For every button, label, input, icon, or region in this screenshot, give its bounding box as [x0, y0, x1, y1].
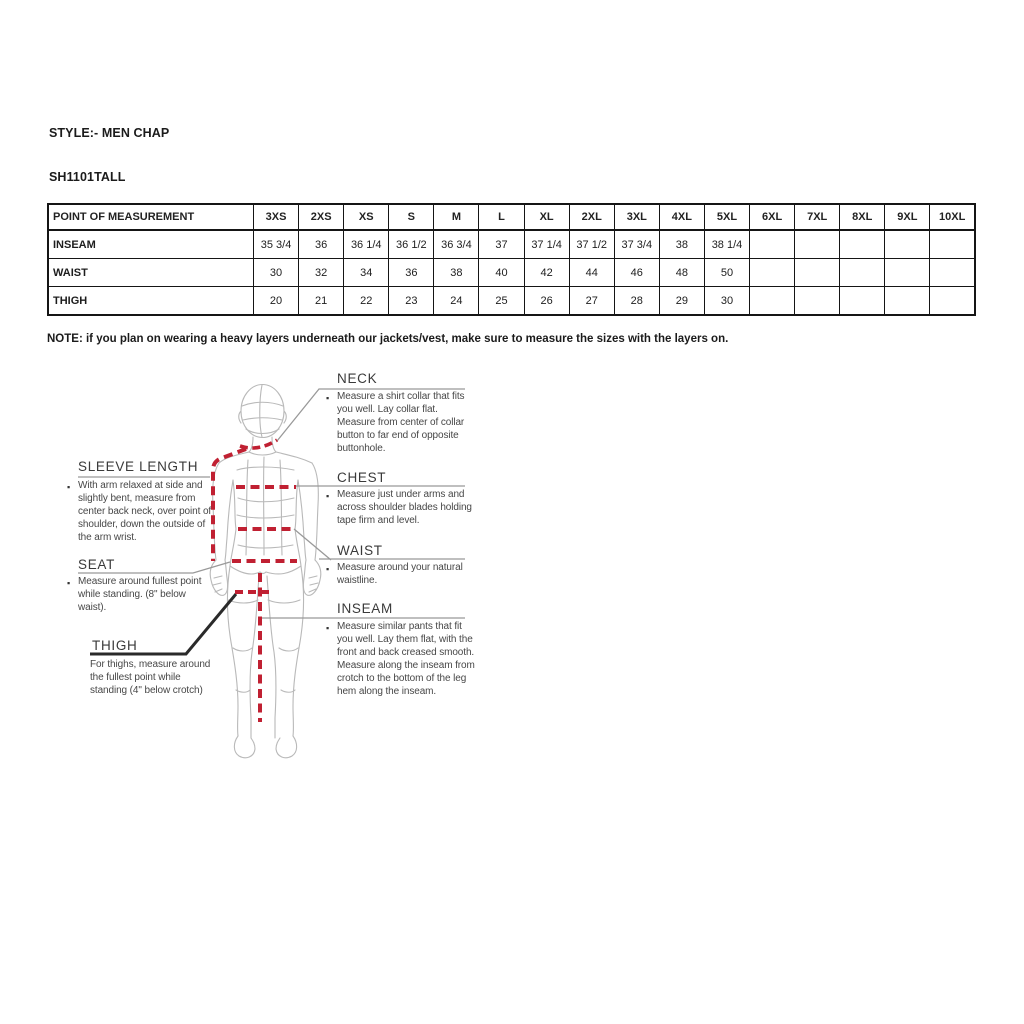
measurement-value-cell: 48 — [659, 259, 704, 287]
measurement-value-cell: 22 — [344, 287, 389, 316]
size-header: 7XL — [795, 204, 840, 230]
size-header: 2XL — [569, 204, 614, 230]
measurement-value-cell: 29 — [659, 287, 704, 316]
neck-label: NECK — [337, 371, 378, 386]
measurement-value-cell: 25 — [479, 287, 524, 316]
measurement-value-cell: 35 3/4 — [254, 230, 299, 259]
measurement-value-cell: 20 — [254, 287, 299, 316]
size-header: 3XL — [614, 204, 659, 230]
measurement-value-cell: 42 — [524, 259, 569, 287]
size-header: M — [434, 204, 479, 230]
measurement-value-cell: 36 — [389, 259, 434, 287]
measurement-value-cell: 21 — [299, 287, 344, 316]
bullet-icon: ▪ — [326, 623, 330, 633]
sleeve-length-label: SLEEVE LENGTH — [78, 459, 199, 474]
size-header: 9XL — [885, 204, 930, 230]
measurement-value-cell: 38 1/4 — [704, 230, 749, 259]
size-header: 6XL — [750, 204, 795, 230]
measurement-row-label: THIGH — [48, 287, 254, 316]
bullet-icon: ▪ — [67, 482, 71, 492]
measurement-row-label: WAIST — [48, 259, 254, 287]
measurement-value-cell: 34 — [344, 259, 389, 287]
sleeve-length-instructions: ▪ With arm relaxed at side and slightly bent, measure from center back neck, over point of shoulder, down the outside of the arm wrist. — [67, 480, 212, 543]
measurement-value-cell: 50 — [704, 259, 749, 287]
measurement-value-cell: 36 1/4 — [344, 230, 389, 259]
measurement-value-cell: 46 — [614, 259, 659, 287]
measurement-value-cell: 40 — [479, 259, 524, 287]
measurement-value-cell: 24 — [434, 287, 479, 316]
size-header: 4XL — [659, 204, 704, 230]
measurement-value-cell: 36 3/4 — [434, 230, 479, 259]
measurement-value-cell: 27 — [569, 287, 614, 316]
size-header: 10XL — [930, 204, 975, 230]
size-header: 5XL — [704, 204, 749, 230]
measurement-value-cell: 32 — [299, 259, 344, 287]
measurement-value-cell: 28 — [614, 287, 659, 316]
measurement-value-cell: 30 — [254, 259, 299, 287]
inseam-instructions: ▪ Measure similar pants that fit you well. Lay them flat, with the front and back creased smooth. Measure along the inseam from crotch to the bottom of the leg hem along the inseam. — [326, 621, 475, 697]
seat-label: SEAT — [78, 557, 116, 572]
point-of-measurement-header: POINT OF MEASUREMENT — [48, 204, 254, 230]
note-text: NOTE: if you plan on wearing a heavy layers underneath our jackets/vest, make sure to measure the sizes with the layers on. — [47, 333, 729, 345]
measurement-value-cell: 36 — [299, 230, 344, 259]
style-title: STYLE:- MEN CHAP — [49, 126, 170, 140]
measurement-row-label: INSEAM — [48, 230, 254, 259]
measurement-value-cell: 37 1/4 — [524, 230, 569, 259]
neck-instructions: ▪ Measure a shirt collar that fits you well. Lay collar flat. Measure from center of collar button to far end of opposite buttonhole. — [326, 391, 465, 454]
chest-label: CHEST — [337, 470, 387, 485]
measurement-value-cell: 36 1/2 — [389, 230, 434, 259]
measurement-value-cell: 37 — [479, 230, 524, 259]
size-header: XS — [344, 204, 389, 230]
size-header: 3XS — [254, 204, 299, 230]
size-header: XL — [524, 204, 569, 230]
product-code: SH1101TALL — [49, 170, 126, 184]
bullet-icon: ▪ — [326, 491, 330, 501]
bullet-icon: ▪ — [326, 564, 330, 574]
chest-instructions: ▪ Measure just under arms and across shoulder blades holding tape firm and level. — [326, 489, 472, 526]
size-header: S — [389, 204, 434, 230]
thigh-label: THIGH — [92, 638, 138, 653]
size-header: 2XS — [299, 204, 344, 230]
waist-label: WAIST — [337, 543, 383, 558]
size-header: L — [479, 204, 524, 230]
measurement-value-cell: 38 — [434, 259, 479, 287]
inseam-label: INSEAM — [337, 601, 393, 616]
size-header: 8XL — [840, 204, 885, 230]
measurement-value-cell: 23 — [389, 287, 434, 316]
thigh-instructions: For thighs, measure around the fullest point while standing (4" below crotch) — [90, 659, 211, 696]
measurement-value-cell: 44 — [569, 259, 614, 287]
red-measure-lines — [213, 440, 297, 722]
neck-measure-line — [240, 440, 277, 448]
measurement-value-cell: 30 — [704, 287, 749, 316]
measurement-value-cell: 37 1/2 — [569, 230, 614, 259]
body-wireframe-figure — [210, 385, 321, 758]
measurement-value-cell: 26 — [524, 287, 569, 316]
bullet-icon: ▪ — [67, 578, 71, 588]
measurement-value-cell: 37 3/4 — [614, 230, 659, 259]
waist-instructions: ▪ Measure around your natural waistline. — [326, 562, 463, 586]
measurement-value-cell: 38 — [659, 230, 704, 259]
seat-instructions: ▪ Measure around fullest point while standing. (8" below waist). — [67, 576, 202, 613]
bullet-icon: ▪ — [326, 393, 330, 403]
